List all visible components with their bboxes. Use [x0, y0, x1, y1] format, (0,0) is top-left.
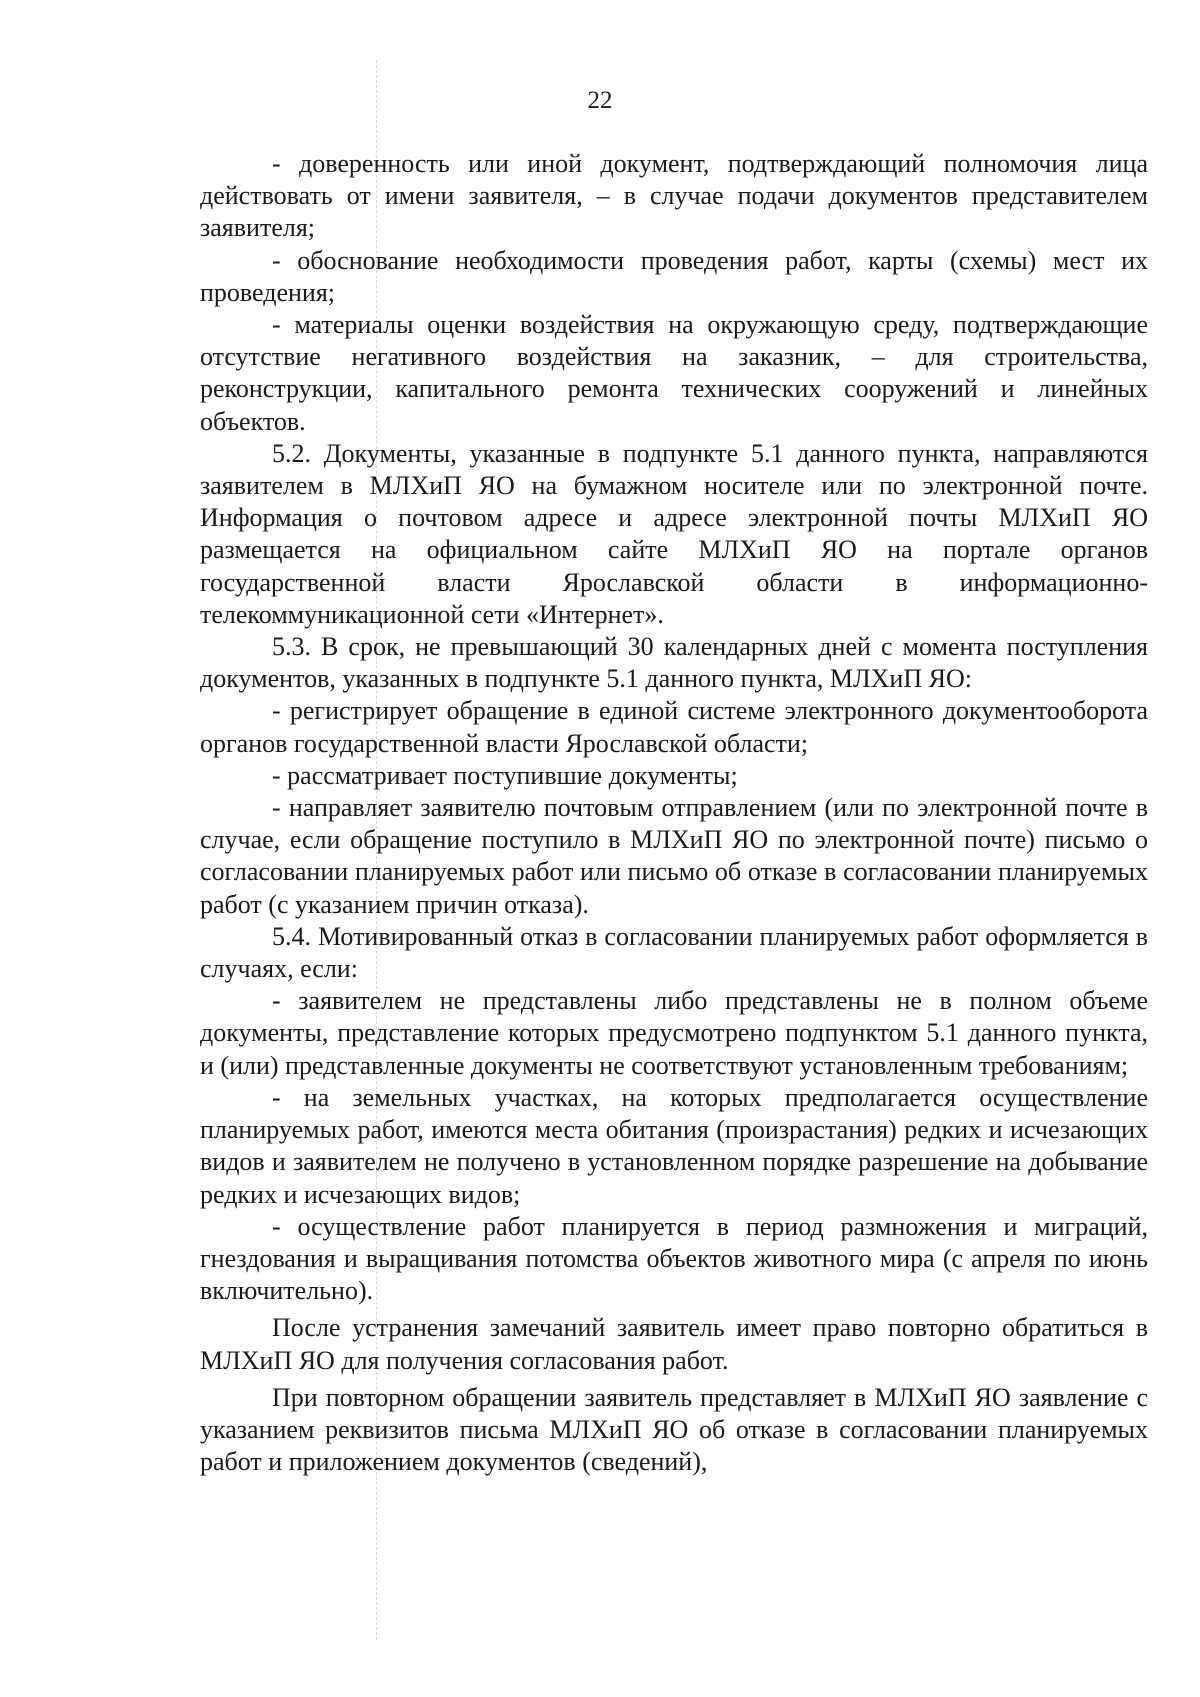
- paragraph-reviews-documents: - рассматривает поступившие документы;: [272, 760, 738, 790]
- paragraph-work-justification: - обоснование необходимости проведения работ, карты (схемы) мест их проведения;: [200, 245, 1148, 307]
- paragraph-incomplete-documents: - заявителем не представлены либо представлены не в полном объеме документы, представление которых предусмотрено подпунктом 5.1 данного пункта, и (или) представленные документы не соответствуют установленным требованиям;: [200, 986, 1148, 1080]
- paragraph-power-of-attorney: - доверенность или иной документ, подтверждающий полномочия лица действовать от имени заявителя, – в случае подачи документов представителем заявителя;: [200, 149, 1148, 243]
- paragraph-sends-letter: - направляет заявителю почтовым отправлением (или по электронной почте в случае, если обращение поступило в МЛХиП ЯО по электронной почте) письмо о согласовании планируемых работ или письмо об отказе в согласовании планируемых работ (с указанием причин отказа).: [200, 793, 1148, 919]
- paragraph-after-remarks: После устранения замечаний заявитель имеет право повторно обратиться в МЛХиП ЯО для получения согласования работ.: [200, 1313, 1148, 1375]
- paragraph-breeding-period: - осуществление работ планируется в период размножения и миграций, гнездования и выращивания потомства объектов животного мира (с апреля по июнь включительно).: [200, 1211, 1148, 1306]
- paragraph-rare-species-habitat: - на земельных участках, на которых предполагается осуществление планируемых работ, имеются места обитания (произрастания) редких и исчезающих видов и заявителем не получено в установленном порядке разрешение на добывание редких и исчезающих видов;: [200, 1082, 1148, 1209]
- paragraph-environmental-assessment: - материалы оценки воздействия на окружающую среду, подтверждающие отсутствие негативного воздействия на заказник, – для строительства, реконструкции, капитального ремонта технических сооружений и линейных объектов.: [200, 310, 1148, 436]
- paragraph-repeated-request: При повторном обращении заявитель представляет в МЛХиП ЯО заявление с указанием реквизитов письма МЛХиП ЯО об отказе в согласовании планируемых работ и приложением документов (сведений),: [200, 1382, 1148, 1477]
- document-body: [200, 148, 1148, 1478]
- paragraph-registers-request: - регистрирует обращение в единой системе электронного документооборота органов государственной власти Ярославской области;: [200, 696, 1148, 758]
- paragraph-5-4: 5.4. Мотивированный отказ в согласовании планируемых работ оформляется в случаях, если:: [200, 921, 1148, 984]
- paragraph-5-3: 5.3. В срок, не превышающий 30 календарных дней с момента поступления документов, указанных в подпункте 5.1 данного пункта, МЛХиП ЯО:: [200, 632, 1148, 694]
- paragraph-5-2: 5.2. Документы, указанные в подпункте 5.1 данного пункта, направляются заявителем в МЛХиП ЯО на бумажном носителе или по электронной почте. Информация о почтовом адресе и адресе электронной почты МЛХиП ЯО размещается на официальном сайте МЛХиП ЯО на портале органов государственной власти Ярославской области в информационно-телекоммуникационной сети «Интернет».: [200, 438, 1148, 629]
- page-number: 22: [587, 87, 613, 114]
